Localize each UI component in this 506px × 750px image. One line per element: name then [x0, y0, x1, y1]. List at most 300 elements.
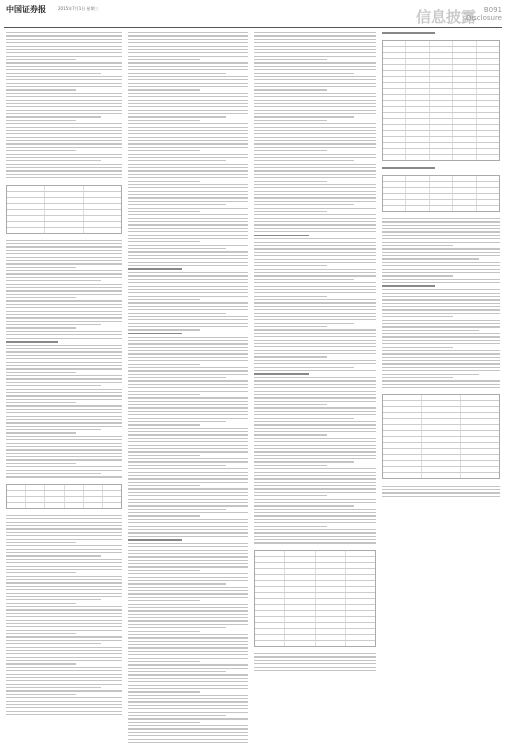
- table-cell: [383, 431, 422, 436]
- table-cell: [316, 605, 346, 610]
- text-line: [254, 275, 376, 276]
- text-line: [128, 140, 248, 141]
- text-line: [6, 525, 122, 526]
- table-cell: [477, 182, 499, 187]
- table-cell: [477, 59, 499, 64]
- table-cell: [406, 176, 429, 181]
- text-line: [6, 311, 122, 312]
- text-line: [382, 486, 500, 487]
- table-cell: [406, 143, 429, 148]
- table-cell: [477, 113, 499, 118]
- text-line: [254, 133, 376, 134]
- text-line: [254, 42, 376, 43]
- table-cell: [461, 401, 499, 406]
- text-line: [254, 458, 376, 459]
- text-line: [128, 634, 248, 635]
- text-line: [254, 461, 354, 462]
- table-cell: [383, 467, 422, 472]
- text-line: [128, 39, 248, 40]
- text-line: [6, 243, 122, 244]
- text-line: [128, 296, 248, 297]
- text-line: [254, 421, 376, 422]
- text-line: [254, 663, 376, 664]
- text-line: [128, 265, 248, 266]
- text-line: [128, 370, 248, 371]
- table-cell: [477, 77, 499, 82]
- text-line: [128, 664, 248, 665]
- table-cell: [422, 407, 461, 412]
- text-line: [254, 660, 376, 661]
- table-cell: [406, 206, 429, 211]
- text-line: [254, 384, 376, 385]
- text-line: [128, 685, 248, 686]
- table-cell: [103, 491, 121, 496]
- table-cell: [453, 188, 476, 193]
- text-line: [128, 465, 226, 466]
- text-line: [254, 259, 376, 260]
- text-line: [254, 360, 376, 361]
- table-cell: [26, 503, 45, 508]
- text-line: [254, 214, 376, 215]
- text-line: [128, 374, 248, 375]
- text-line: [382, 360, 500, 361]
- table-cell: [430, 131, 453, 136]
- text-line: [128, 451, 248, 452]
- text-line: [6, 69, 122, 70]
- table-cell: [477, 200, 499, 205]
- text-line: [128, 367, 248, 368]
- text-line: [6, 307, 122, 308]
- text-line: [382, 309, 500, 310]
- text-line: [128, 79, 248, 80]
- table-cell: [422, 443, 461, 448]
- table-cell: [461, 461, 499, 466]
- text-line: [128, 708, 248, 709]
- table-cell: [255, 575, 285, 580]
- table-cell: [383, 89, 406, 94]
- text-line: [128, 364, 200, 365]
- text-line: [254, 536, 376, 537]
- table-cell: [406, 149, 429, 154]
- table-cell: [406, 83, 429, 88]
- text-line: [254, 184, 376, 185]
- text-line: [254, 343, 376, 344]
- text-line: [254, 387, 376, 388]
- text-line: [6, 456, 122, 457]
- table-cell: [430, 71, 453, 76]
- text-line: [254, 208, 376, 209]
- text-line: [128, 573, 248, 574]
- text-line: [6, 392, 122, 393]
- table-cell: [7, 222, 45, 227]
- text-line: [6, 566, 122, 567]
- data-table: [254, 550, 376, 647]
- text-line: [6, 606, 122, 607]
- text-line: [128, 391, 248, 392]
- text-line: [6, 518, 122, 519]
- table-cell: [453, 125, 476, 130]
- text-line: [6, 73, 101, 74]
- table-cell: [7, 186, 45, 191]
- table-cell: [383, 131, 406, 136]
- text-line: [254, 238, 376, 239]
- table-cell: [430, 182, 453, 187]
- text-line: [6, 324, 101, 325]
- table-row: [7, 503, 121, 508]
- section-heading-line: [254, 235, 309, 237]
- page-header: [0, 0, 506, 28]
- text-line: [254, 272, 376, 273]
- table-cell: [477, 194, 499, 199]
- text-line: [128, 529, 248, 530]
- table-cell: [316, 593, 346, 598]
- table-cell: [461, 395, 499, 400]
- table-cell: [383, 176, 406, 181]
- text-line: [382, 228, 500, 229]
- text-line: [254, 228, 376, 229]
- text-line: [6, 596, 122, 597]
- text-line: [128, 319, 248, 320]
- text-line: [128, 184, 248, 185]
- text-line: [128, 478, 248, 479]
- text-line: [128, 120, 200, 121]
- table-cell: [430, 113, 453, 118]
- table-cell: [346, 563, 375, 568]
- text-line: [254, 262, 376, 263]
- section-title: 信息披露: [415, 8, 476, 26]
- text-line: [128, 279, 248, 280]
- text-line: [6, 368, 122, 369]
- text-line: [128, 218, 248, 219]
- text-line: [128, 502, 248, 503]
- text-line: [382, 496, 500, 497]
- text-line: [128, 424, 200, 425]
- text-line: [128, 83, 248, 84]
- text-line: [254, 62, 376, 63]
- text-line: [128, 86, 248, 87]
- text-line: [128, 106, 248, 107]
- text-line: [254, 492, 376, 493]
- table-cell: [422, 455, 461, 460]
- text-line: [6, 89, 76, 90]
- table-cell: [453, 149, 476, 154]
- table-cell: [383, 149, 406, 154]
- text-line: [128, 739, 248, 740]
- table-cell: [461, 425, 499, 430]
- table-cell: [477, 47, 499, 52]
- table-cell: [453, 131, 476, 136]
- text-line: [128, 610, 248, 611]
- text-line: [6, 416, 122, 417]
- text-line: [6, 378, 122, 379]
- table-row: [7, 228, 121, 233]
- table-cell: [406, 107, 429, 112]
- table-cell: [255, 551, 285, 556]
- text-line: [128, 52, 248, 53]
- table-cell: [84, 491, 103, 496]
- text-line: [6, 389, 122, 390]
- text-line: [6, 83, 122, 84]
- text-line: [254, 66, 376, 67]
- text-line: [128, 214, 248, 215]
- text-line: [128, 701, 248, 702]
- text-line: [128, 553, 248, 554]
- text-line: [254, 174, 376, 175]
- table-cell: [45, 192, 83, 197]
- text-line: [254, 519, 376, 520]
- text-line: [128, 32, 248, 33]
- table-cell: [383, 155, 406, 160]
- table-cell: [422, 395, 461, 400]
- table-cell: [453, 176, 476, 181]
- text-line: [6, 62, 122, 63]
- table-cell: [346, 551, 375, 556]
- text-line: [6, 586, 122, 587]
- text-line: [6, 422, 122, 423]
- text-line: [6, 372, 76, 373]
- table-cell: [346, 557, 375, 562]
- text-line: [6, 294, 122, 295]
- table-cell: [383, 41, 406, 46]
- text-line: [6, 375, 122, 376]
- page-number: B091: [483, 6, 502, 14]
- text-line: [6, 116, 101, 117]
- text-line: [254, 170, 376, 171]
- text-line: [6, 694, 76, 695]
- table-cell: [383, 413, 422, 418]
- text-line: [6, 127, 122, 128]
- text-line: [382, 489, 500, 490]
- text-line: [128, 251, 248, 252]
- table-cell: [45, 222, 83, 227]
- text-line: [6, 402, 76, 403]
- table-cell: [383, 71, 406, 76]
- text-line: [254, 522, 376, 523]
- table-cell: [383, 401, 422, 406]
- text-line: [128, 150, 200, 151]
- text-line: [254, 177, 376, 178]
- text-line: [6, 697, 122, 698]
- text-line: [128, 394, 200, 395]
- text-line: [128, 326, 248, 327]
- table-cell: [477, 89, 499, 94]
- text-line: [128, 282, 248, 283]
- table-cell: [422, 467, 461, 472]
- table-cell: [84, 198, 121, 203]
- table-cell: [430, 59, 453, 64]
- text-line: [128, 482, 248, 483]
- text-line: [254, 346, 376, 347]
- text-line: [128, 607, 248, 608]
- text-line: [6, 613, 122, 614]
- text-line: [128, 732, 248, 733]
- text-line: [128, 587, 248, 588]
- text-line: [254, 485, 376, 486]
- table-cell: [383, 449, 422, 454]
- table-cell: [406, 137, 429, 142]
- table-cell: [346, 593, 375, 598]
- text-line: [6, 297, 76, 298]
- text-line: [128, 130, 248, 131]
- table-cell: [430, 47, 453, 52]
- text-line: [128, 245, 248, 246]
- table-cell: [285, 629, 315, 634]
- text-line: [128, 347, 248, 348]
- text-line: [382, 313, 500, 314]
- text-line: [254, 113, 376, 114]
- text-line: [254, 475, 376, 476]
- table-cell: [430, 155, 453, 160]
- text-line: [128, 688, 248, 689]
- text-line: [6, 532, 122, 533]
- text-line: [128, 387, 248, 388]
- text-line: [6, 133, 122, 134]
- text-line: [6, 331, 122, 332]
- table-cell: [430, 143, 453, 148]
- table-cell: [453, 95, 476, 100]
- text-line: [6, 300, 122, 301]
- table-cell: [461, 419, 499, 424]
- table-cell: [45, 216, 83, 221]
- text-line: [382, 323, 500, 324]
- data-table: [382, 394, 500, 479]
- text-line: [254, 333, 376, 334]
- text-line: [128, 637, 248, 638]
- text-line: [6, 643, 101, 644]
- text-line: [6, 528, 122, 529]
- text-line: [6, 52, 122, 53]
- table-cell: [285, 587, 315, 592]
- text-line: [6, 348, 122, 349]
- table-cell: [406, 101, 429, 106]
- text-line: [128, 323, 248, 324]
- text-line: [6, 677, 122, 678]
- text-line: [382, 245, 453, 246]
- text-line: [128, 536, 248, 537]
- table-cell: [430, 188, 453, 193]
- table-cell: [477, 155, 499, 160]
- text-line: [128, 671, 226, 672]
- text-line: [128, 661, 200, 662]
- text-line: [254, 296, 327, 297]
- text-line: [128, 580, 248, 581]
- text-line: [254, 438, 376, 439]
- text-line: [254, 181, 327, 182]
- table-cell: [453, 101, 476, 106]
- table-cell: [430, 89, 453, 94]
- text-line: [128, 221, 248, 222]
- text-line: [128, 728, 248, 729]
- table-cell: [383, 200, 406, 205]
- text-line: [128, 164, 248, 165]
- text-line: [128, 522, 248, 523]
- text-line: [254, 509, 376, 510]
- text-line: [128, 681, 248, 682]
- text-line: [6, 150, 76, 151]
- text-line: [128, 211, 200, 212]
- text-line: [254, 96, 376, 97]
- text-line: [254, 499, 376, 500]
- text-line: [128, 309, 248, 310]
- table-cell: [383, 461, 422, 466]
- text-line: [128, 201, 248, 202]
- text-line: [254, 79, 376, 80]
- text-line: [6, 270, 122, 271]
- text-column-3: [254, 32, 376, 744]
- text-line: [6, 137, 122, 138]
- table-cell: [477, 149, 499, 154]
- text-line: [6, 260, 122, 261]
- text-line: [254, 255, 376, 256]
- table-cell: [406, 47, 429, 52]
- text-line: [128, 96, 248, 97]
- issue-date: 2015年7月1日 星期三: [58, 6, 99, 11]
- text-line: [128, 197, 248, 198]
- text-line: [6, 113, 122, 114]
- text-line: [254, 187, 376, 188]
- text-line: [128, 262, 248, 263]
- table-cell: [255, 623, 285, 628]
- text-line: [382, 248, 500, 249]
- text-line: [6, 120, 76, 121]
- text-line: [254, 391, 376, 392]
- text-line: [128, 668, 248, 669]
- text-line: [6, 123, 122, 124]
- table-row: [383, 473, 499, 478]
- text-line: [128, 235, 248, 236]
- text-line: [128, 191, 248, 192]
- text-line: [128, 255, 248, 256]
- text-line: [128, 137, 248, 138]
- text-line: [254, 526, 327, 527]
- text-line: [128, 275, 248, 276]
- text-line: [254, 282, 376, 283]
- data-table: [382, 40, 500, 161]
- text-line: [128, 695, 248, 696]
- text-line: [6, 667, 122, 668]
- text-line: [382, 353, 500, 354]
- text-line: [128, 208, 248, 209]
- text-line: [254, 231, 376, 232]
- text-line: [128, 438, 248, 439]
- table-cell: [383, 395, 422, 400]
- text-line: [254, 397, 376, 398]
- data-table: [382, 175, 500, 212]
- text-line: [382, 384, 500, 385]
- table-cell: [453, 41, 476, 46]
- text-line: [128, 187, 248, 188]
- text-line: [254, 414, 376, 415]
- text-line: [128, 286, 248, 287]
- table-cell: [406, 194, 429, 199]
- text-line: [128, 631, 200, 632]
- page-code: [466, 6, 502, 22]
- table-cell: [65, 497, 84, 502]
- table-cell: [477, 137, 499, 142]
- text-line: [128, 73, 226, 74]
- table-cell: [453, 71, 476, 76]
- text-line: [6, 110, 122, 111]
- text-line: [382, 296, 500, 297]
- text-line: [382, 370, 500, 371]
- text-line: [128, 397, 248, 398]
- text-line: [128, 154, 248, 155]
- table-cell: [406, 119, 429, 124]
- text-line: [6, 466, 122, 467]
- table-cell: [45, 186, 83, 191]
- table-cell: [383, 137, 406, 142]
- table-cell: [285, 635, 315, 640]
